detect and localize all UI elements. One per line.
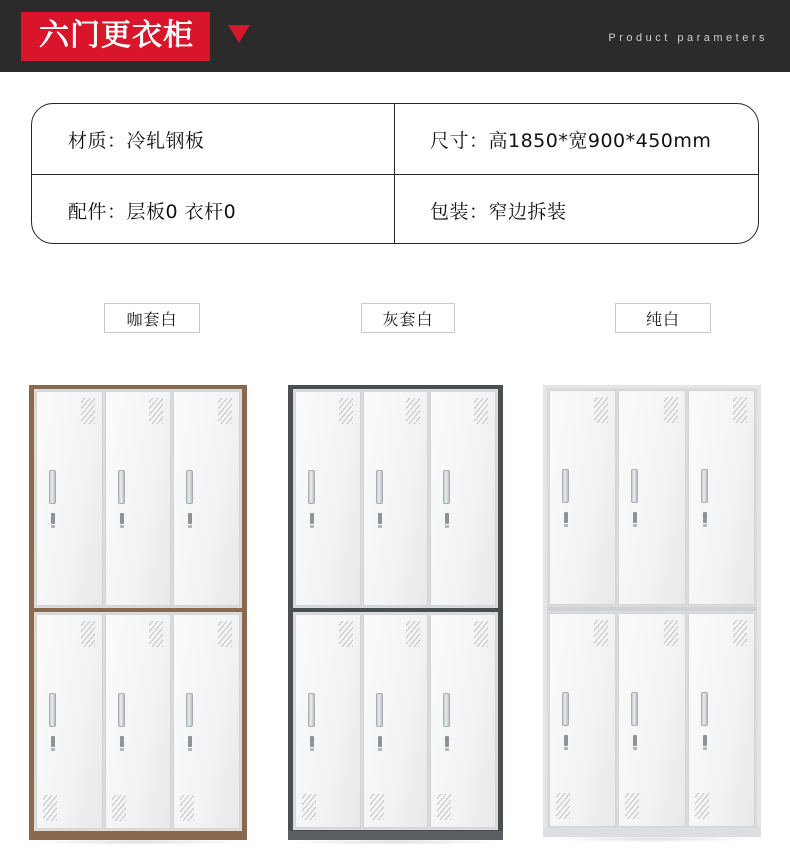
locker-door (688, 613, 755, 828)
locker-door (688, 390, 755, 605)
lock-icon (633, 735, 637, 746)
door-handle (562, 692, 569, 726)
locker-door (36, 614, 103, 829)
vent-icon (218, 398, 232, 424)
vent-icon (664, 620, 678, 646)
door-handle (308, 470, 315, 504)
table-row (32, 104, 758, 175)
vent-icon (594, 620, 608, 646)
vent-icon (339, 398, 353, 424)
locker-tier-bottom (547, 611, 757, 830)
lock-icon (310, 736, 314, 747)
vent-icon (302, 794, 316, 820)
lock-icon (188, 513, 192, 524)
color-option-pure-white[interactable]: 纯白 (615, 303, 711, 333)
locker-door (173, 391, 240, 606)
lock-icon (445, 736, 449, 747)
param-accessories: 配件：层板0 衣杆0 (32, 175, 395, 244)
locker-body (547, 388, 757, 829)
page-header (0, 0, 790, 72)
locker-door (105, 614, 172, 829)
locker-tier-top (547, 388, 757, 611)
vent-icon (370, 794, 384, 820)
locker-door (36, 391, 103, 606)
lock-icon (564, 512, 568, 523)
vent-icon (81, 398, 95, 424)
locker-door (618, 390, 685, 605)
image-shadow (292, 839, 498, 845)
locker-frame (543, 385, 761, 837)
locker-door (295, 614, 361, 829)
locker-door (430, 614, 496, 829)
lock-icon (120, 513, 124, 524)
vent-icon (339, 621, 353, 647)
locker-door (105, 391, 172, 606)
door-handle (376, 693, 383, 727)
door-handle (562, 469, 569, 503)
vent-icon (556, 793, 570, 819)
header-title-badge (21, 12, 210, 61)
locker-door (430, 391, 496, 606)
vent-icon (594, 397, 608, 423)
lock-icon (188, 736, 192, 747)
locker-door (363, 614, 429, 829)
vent-icon (218, 621, 232, 647)
vent-icon (474, 398, 488, 424)
locker-door (295, 391, 361, 606)
vent-icon (695, 793, 709, 819)
color-option-gray-white[interactable]: 灰套白 (361, 303, 455, 333)
door-handle (118, 693, 125, 727)
header-title-group (0, 0, 250, 72)
door-handle (443, 470, 450, 504)
locker-door (363, 391, 429, 606)
lock-icon (633, 512, 637, 523)
vent-icon (180, 795, 194, 821)
door-handle (49, 693, 56, 727)
door-handle (701, 469, 708, 503)
locker-door (549, 390, 616, 605)
vent-icon (733, 620, 747, 646)
param-material: 材质：冷轧钢板 (32, 104, 395, 174)
param-size: 尺寸：高1850*宽900*450mm (430, 129, 712, 152)
lock-icon (703, 735, 707, 746)
lock-icon (120, 736, 124, 747)
door-handle (186, 470, 193, 504)
door-handle (186, 693, 193, 727)
table-row (32, 175, 758, 244)
lock-icon (445, 513, 449, 524)
vent-icon (149, 621, 163, 647)
locker-tier-bottom (293, 612, 498, 831)
image-shadow (33, 839, 242, 845)
locker-frame (288, 385, 503, 840)
door-handle (49, 470, 56, 504)
door-handle (308, 693, 315, 727)
door-handle (631, 469, 638, 503)
door-handle (631, 692, 638, 726)
vent-icon (43, 795, 57, 821)
door-handle (376, 470, 383, 504)
vent-icon (406, 398, 420, 424)
color-option-labels (0, 303, 790, 335)
vent-icon (149, 398, 163, 424)
vent-icon (625, 793, 639, 819)
vent-icon (406, 621, 420, 647)
lock-icon (51, 736, 55, 747)
image-shadow (547, 836, 756, 842)
vent-icon (664, 397, 678, 423)
locker-frame (29, 385, 247, 840)
door-handle (701, 692, 708, 726)
lock-icon (703, 512, 707, 523)
vent-icon (81, 621, 95, 647)
door-handle (443, 693, 450, 727)
locker-body (293, 389, 498, 830)
product-image-gray-white (288, 385, 503, 840)
product-image-coffee-white (29, 385, 247, 840)
locker-door (173, 614, 240, 829)
lock-icon (378, 736, 382, 747)
vent-icon (112, 795, 126, 821)
product-image-pure-white (543, 385, 761, 837)
vent-icon (437, 794, 451, 820)
lock-icon (51, 513, 55, 524)
header-subtitle: Product parameters (608, 32, 768, 44)
product-parameters-table (31, 103, 759, 244)
locker-tier-top (293, 389, 498, 612)
param-packaging: 包装：窄边拆装 (430, 200, 567, 223)
color-option-coffee-white[interactable]: 咖套白 (104, 303, 200, 333)
locker-door (549, 613, 616, 828)
lock-icon (378, 513, 382, 524)
locker-body (34, 389, 242, 831)
vent-icon (733, 397, 747, 423)
chevron-down-icon (228, 25, 250, 47)
door-handle (118, 470, 125, 504)
lock-icon (310, 513, 314, 524)
page-title: 六门更衣柜 (39, 18, 194, 53)
locker-door (618, 613, 685, 828)
vent-icon (474, 621, 488, 647)
locker-tier-bottom (34, 612, 242, 831)
locker-tier-top (34, 389, 242, 612)
lock-icon (564, 735, 568, 746)
